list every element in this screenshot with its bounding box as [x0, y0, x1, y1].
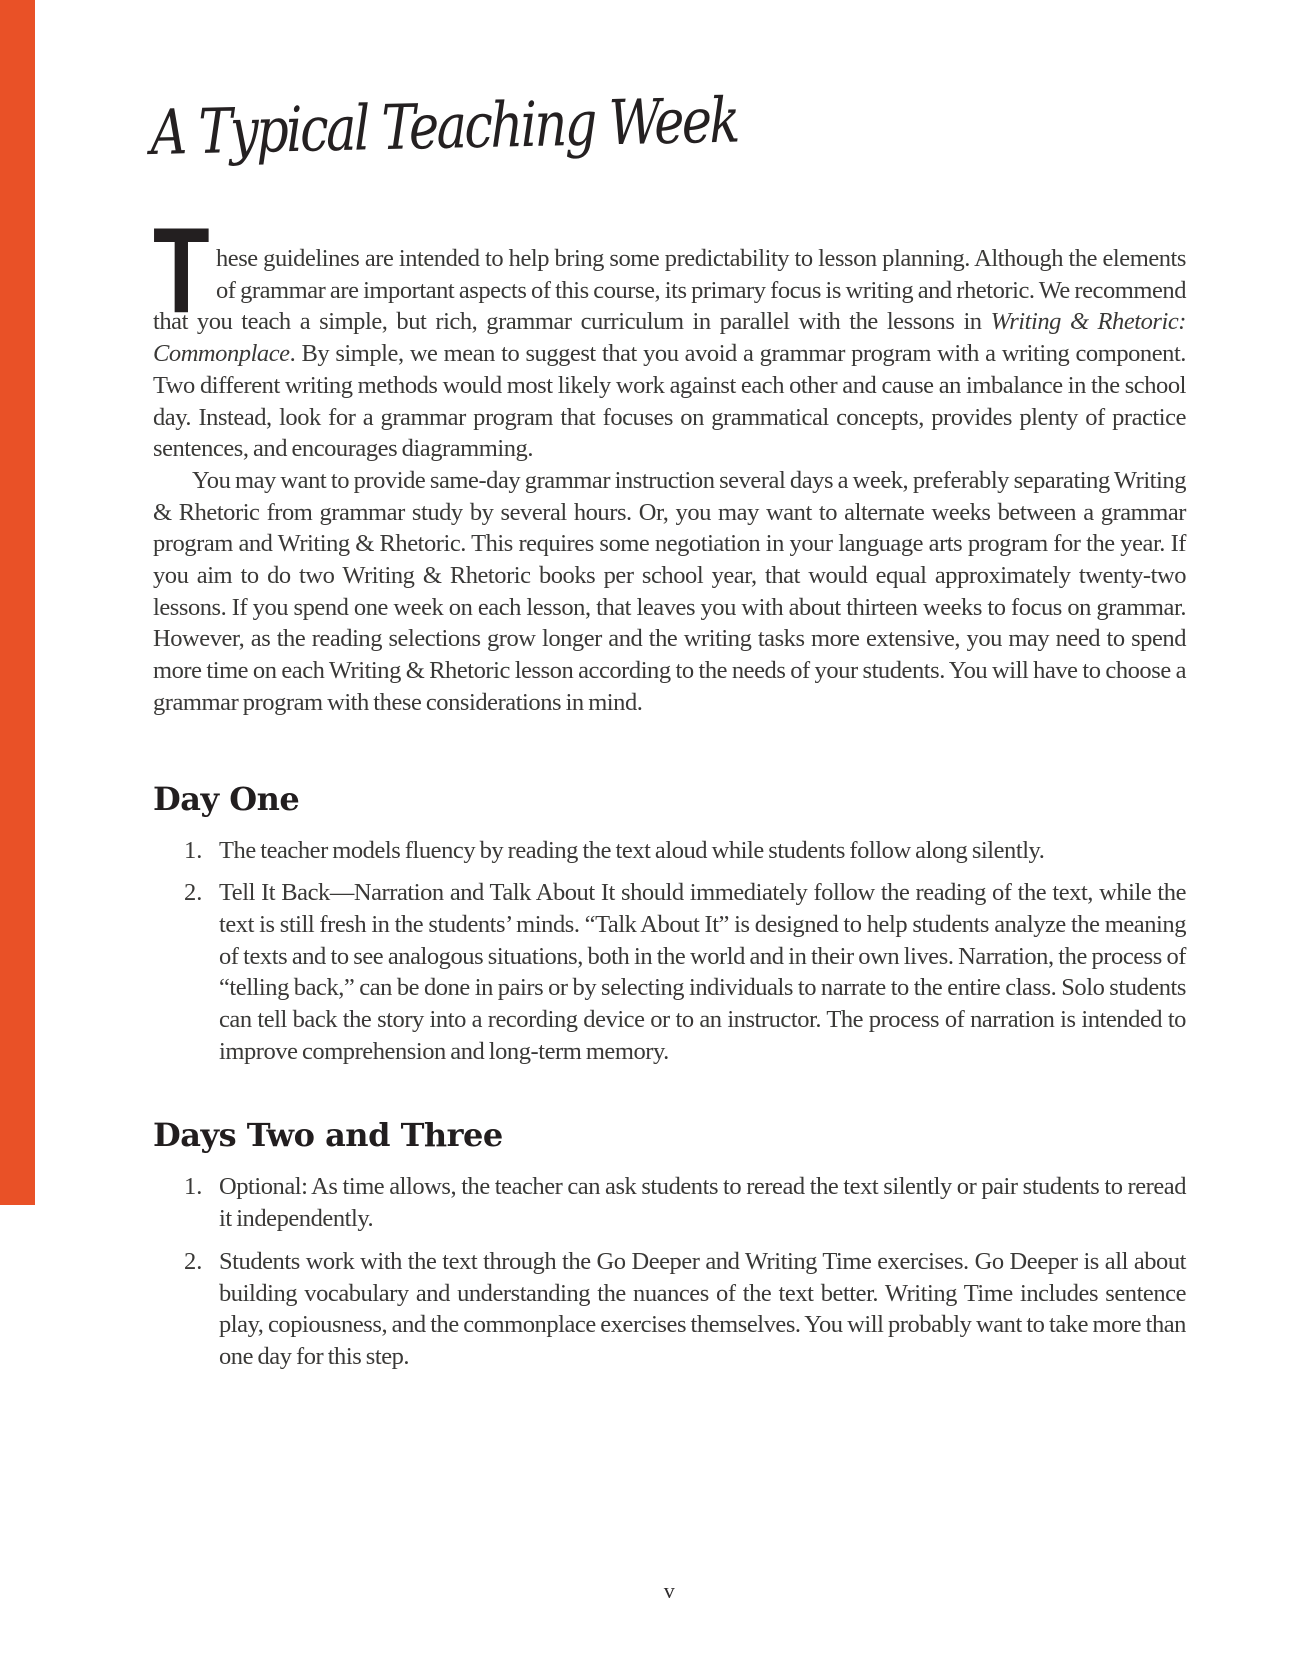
- list-item-number: 1.: [184, 1173, 203, 1201]
- list-item-number: 2.: [184, 1247, 203, 1275]
- text-column: [153, 202, 1187, 1373]
- book-title-italic: Writing & Rhetoric: Commonplace: [153, 308, 1187, 368]
- section-heading-day-one: Day One: [153, 779, 300, 818]
- intro-paragraph-2: You may want to provide same-day grammar instruction several days a week, preferably separating Writing & Rhetoric from grammar study by several hours. Or, you may want to alternate weeks between a grammar program and Writing & Rhetoric. This requires some negotiation in your language arts program for the year. If you aim to do two Writing & Rhetoric books per school year, that would equal approximately twenty-two lessons. If you spend one week on each lesson, that leaves you with about thirteen weeks to focus on grammar. However, as the reading selections grow longer and the writing tasks more extensive, you may need to spend more time on each Writing & Rhetoric lesson according to the needs of your students. You will have to choose a grammar program with these considerations in mind.: [153, 466, 1186, 716]
- drop-cap-letter: T: [153, 202, 210, 338]
- left-accent-stripe: [0, 0, 35, 1205]
- drop-cap: [153, 202, 210, 338]
- list-item-text: Optional: As time allows, the teacher can ask students to reread the text silently or pair students to reread it independently.: [219, 1173, 1186, 1233]
- list-item: [153, 1246, 1186, 1373]
- list-item-number: 1.: [184, 836, 203, 864]
- days-two-three-list: [153, 1171, 1186, 1372]
- list-item-number: 2.: [184, 879, 203, 907]
- list-item-text: Students work with the text through the Go Deeper and Writing Time exercises. Go Deeper is all about building vocabulary and understanding the nuances of the text better. Writing Time includes sentence play, copiousness, and the commonplace exercises themselves. You will probably want to take more than one day for this step.: [219, 1247, 1186, 1370]
- list-item-text: The teacher models fluency by reading the text aloud while students follow along silently.: [219, 836, 1045, 864]
- intro-paragraph-1-text-before: hese guidelines are intended to help bring some predictability to lesson planning. Although the elements of grammar are important aspects of this course, its primary focus is writing and rhetoric. We recommend that you teach a simple, but rich, grammar curriculum in parallel with the lessons in: [153, 245, 1186, 336]
- list-item: [153, 835, 1186, 867]
- page-number: v: [663, 1578, 676, 1603]
- day-one-list: [153, 835, 1186, 1068]
- section-heading-days-two-three: Days Two and Three: [153, 1116, 503, 1155]
- page-title: A Typical Teaching Week: [150, 83, 739, 169]
- list-item: [153, 1171, 1186, 1234]
- list-item-text: Tell It Back—Narration and Talk About It should immediately follow the reading of the text, while the text is still fresh in the students’ minds. “Talk About It” is designed to help students analyze the meaning of texts and to see analogous situations, both in the world and in their own lives. Narration, the process of “telling back,” can be done in pairs or by selecting individuals to narrate to the entire class. Solo students can tell back the story into a recording device or to an instructor. The process of narration is intended to improve comprehension and long-term memory.: [219, 879, 1186, 1065]
- intro-paragraph-1: [153, 202, 1187, 465]
- intro-paragraph-1-text-after: . By simple, we mean to suggest that you avoid a grammar program with a writing component. Two different writing methods would most likely work against each other and cause an imbalance in the school day. Instead, look for a grammar program that focuses on grammatical concepts, provides plenty of practice sentences, and encourages diagramming.: [153, 340, 1186, 463]
- list-item: [153, 877, 1186, 1067]
